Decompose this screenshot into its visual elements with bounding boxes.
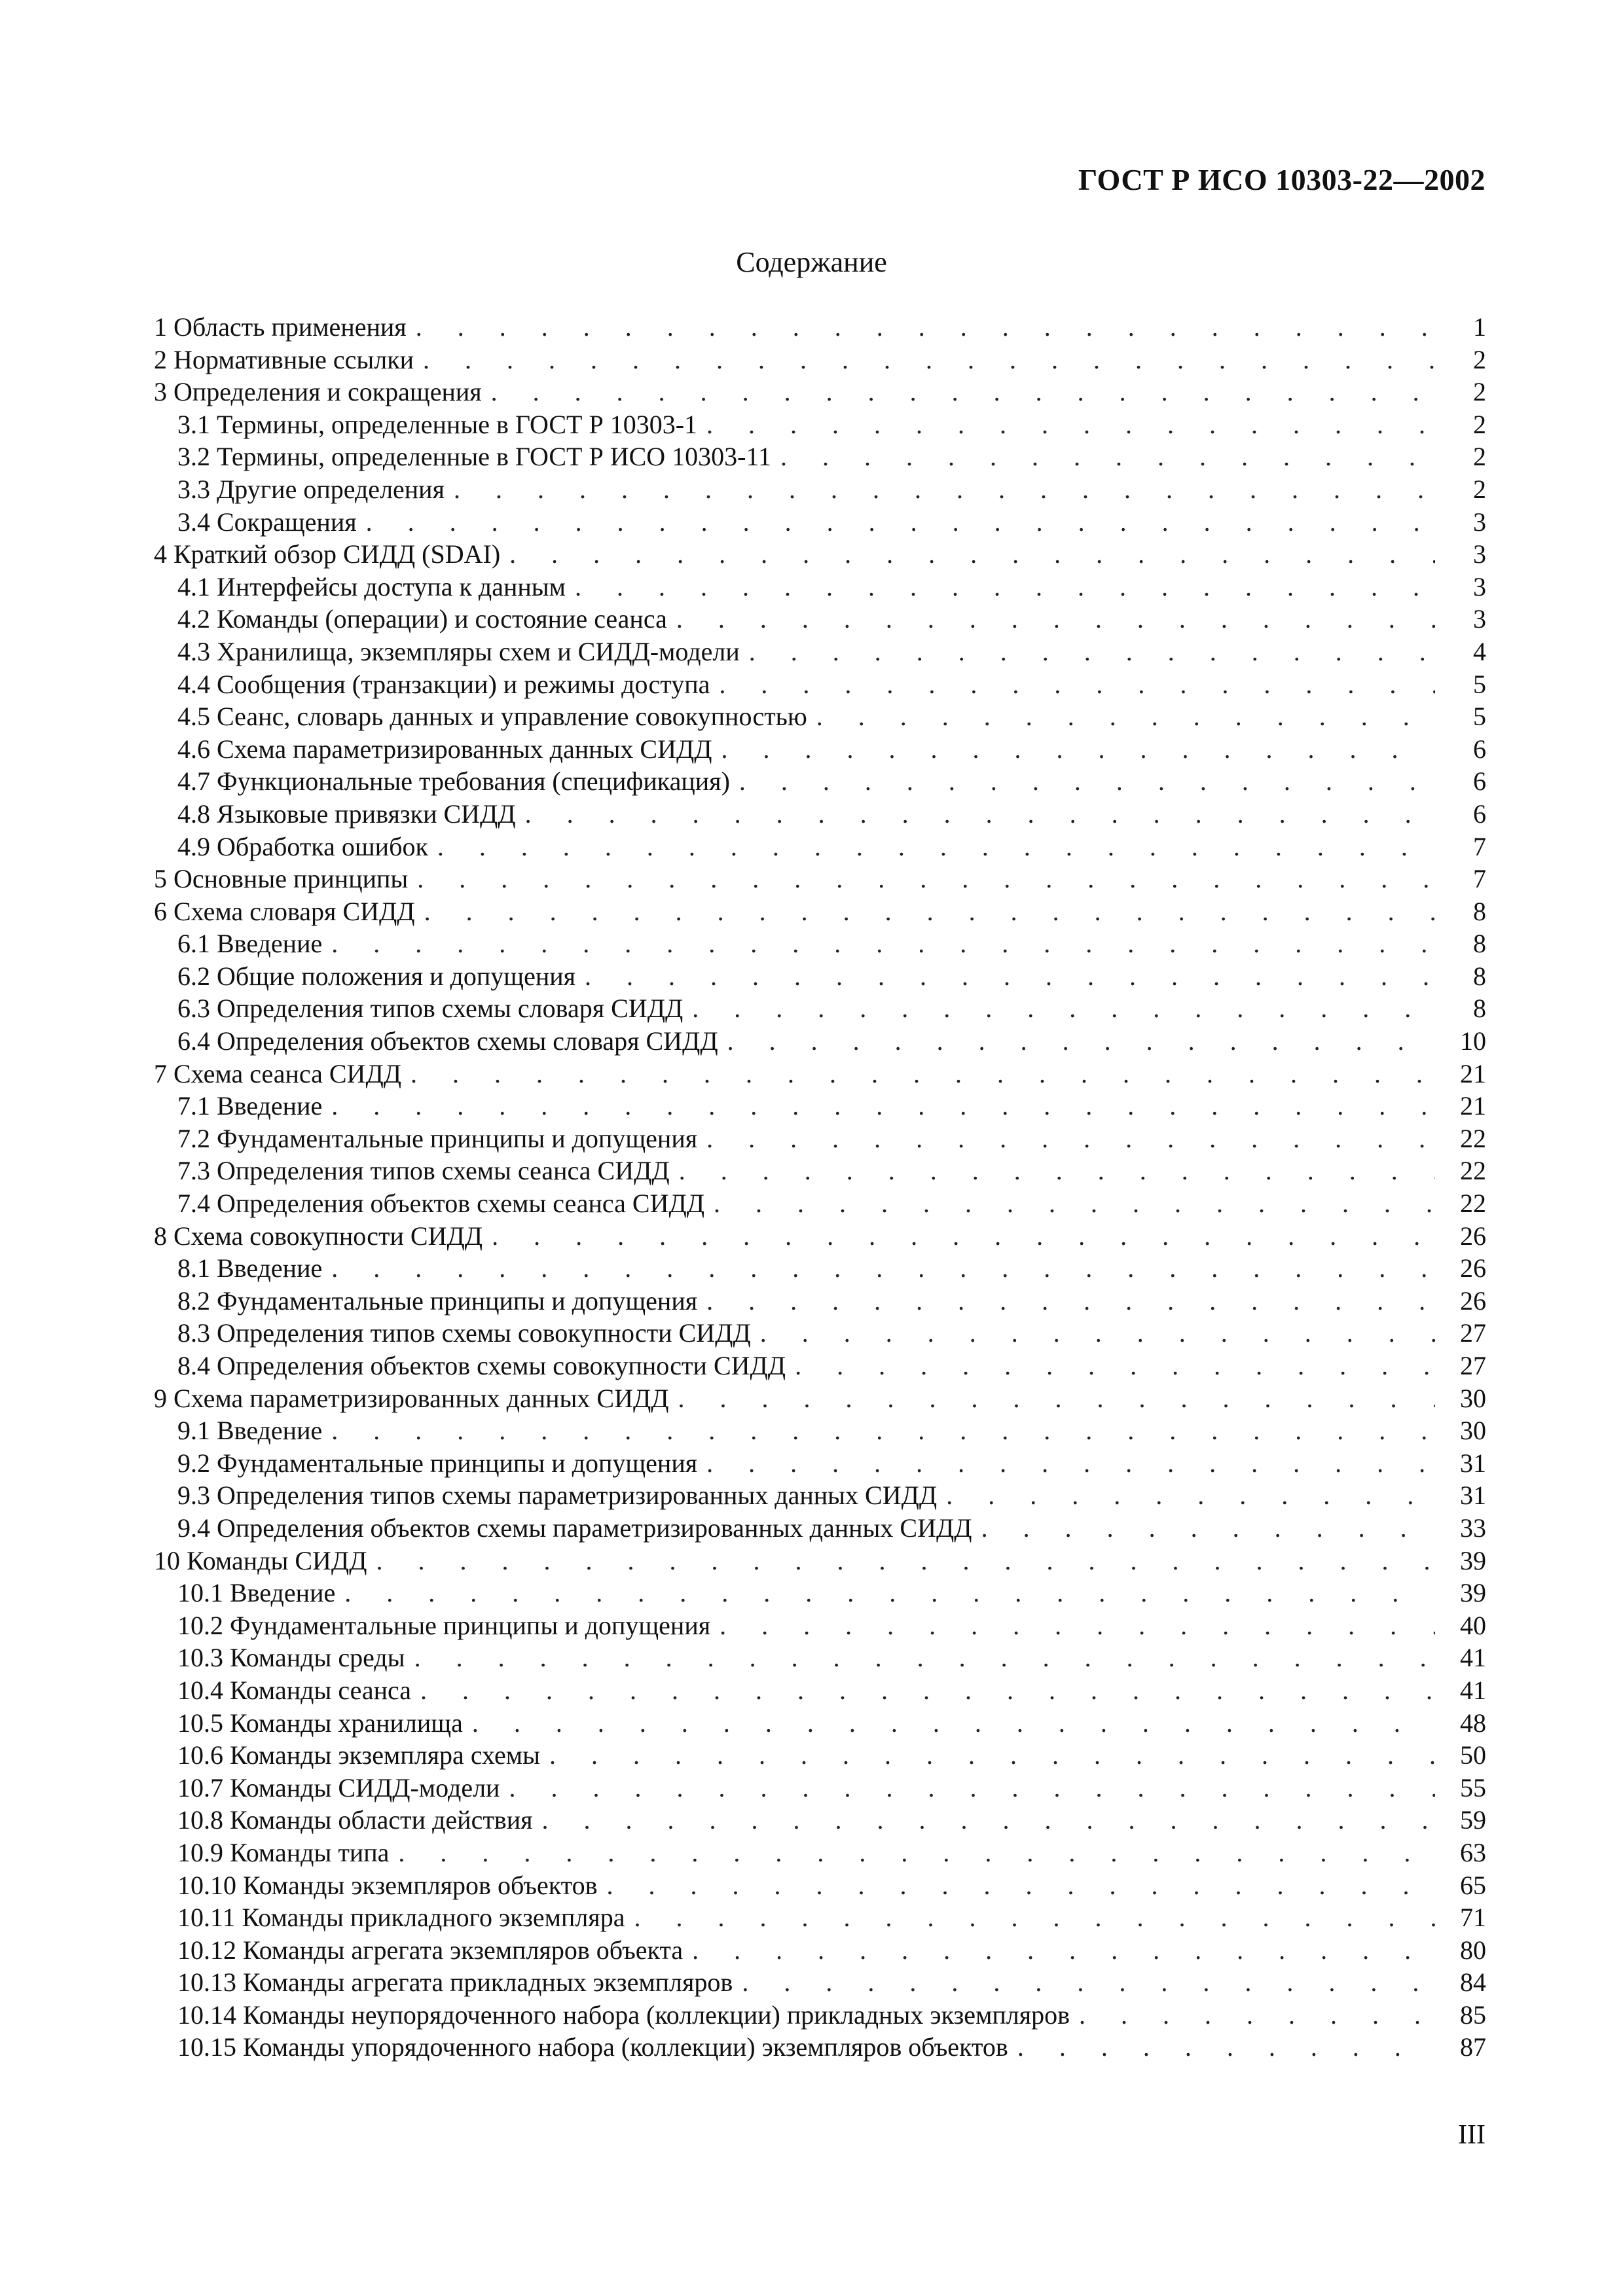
- toc-entry: [154, 538, 1486, 571]
- toc-entry-page: 2: [1473, 409, 1486, 439]
- toc-dot-leader: [454, 473, 1435, 506]
- toc-entry-page: 3: [1473, 604, 1486, 634]
- toc-entry-page: 55: [1460, 1772, 1486, 1803]
- toc-dot-leader: [472, 1707, 1435, 1740]
- toc-entry: [154, 311, 1486, 344]
- toc-entry-page: 6: [1473, 734, 1486, 764]
- toc-dot-leader: [946, 1479, 1435, 1512]
- toc-entry-label: 9.1 Введение: [177, 1416, 323, 1446]
- toc-entry-label: 7 Схема сеанса СИДД: [154, 1058, 402, 1088]
- toc-dot-leader: [344, 1577, 1435, 1609]
- toc-entry-label: 3 Определения и сокращения: [154, 377, 482, 407]
- toc-entry: [154, 1479, 1486, 1512]
- toc-entry: [154, 1641, 1486, 1674]
- toc-dot-leader: [424, 895, 1435, 928]
- toc-entry-label: 10.13 Команды агрегата прикладных экземпляров: [177, 1967, 733, 1998]
- toc-entry-label: 10.9 Команды типа: [177, 1837, 390, 1867]
- toc-entry-page: 30: [1460, 1416, 1486, 1446]
- toc-entry-page: 5: [1473, 669, 1486, 699]
- toc-entry-page: 10: [1460, 1026, 1486, 1056]
- toc-entry-label: 10.2 Фундаментальные принципы и допущения: [177, 1610, 711, 1640]
- toc-dot-leader: [491, 376, 1435, 408]
- toc-entry-label: 7.3 Определения типов схемы сеанса СИДД: [177, 1156, 670, 1186]
- toc-entry: [154, 1934, 1486, 1967]
- toc-dot-leader: [410, 1058, 1435, 1090]
- toc-entry: [154, 1252, 1486, 1285]
- toc-entry-label: 10.8 Команды области действия: [177, 1805, 533, 1835]
- toc-entry-page: 40: [1460, 1610, 1486, 1640]
- toc-entry-label: 6.1 Введение: [177, 929, 323, 959]
- toc-entry-label: 4.9 Обработка ошибок: [177, 831, 428, 861]
- toc-entry: [154, 636, 1486, 668]
- toc-entry: [154, 1772, 1486, 1804]
- toc-title: Содержание: [736, 246, 887, 278]
- toc-dot-leader: [331, 1252, 1435, 1285]
- toc-dot-leader: [742, 1966, 1435, 1999]
- toc-entry-page: 65: [1460, 1870, 1486, 1900]
- toc-entry: [154, 863, 1486, 895]
- toc-entry-label: 4.8 Языковые привязки СИДД: [177, 798, 516, 829]
- toc-entry-page: 26: [1460, 1253, 1486, 1283]
- toc-entry-page: 8: [1473, 994, 1486, 1024]
- toc-entry-label: 8.4 Определения объектов схемы совокупности СИДД: [177, 1351, 786, 1380]
- toc-dot-leader: [366, 506, 1435, 539]
- toc-entry: [154, 1837, 1486, 1869]
- toc-entry: [154, 1414, 1486, 1447]
- toc-entry-page: 7: [1473, 831, 1486, 861]
- toc-entry-page: 30: [1460, 1383, 1486, 1413]
- toc-dot-leader: [634, 1901, 1435, 1934]
- toc-entry-page: 87: [1460, 2032, 1486, 2062]
- toc-entry: [154, 1058, 1486, 1090]
- toc-entry-page: 8: [1473, 929, 1486, 959]
- toc-dot-leader: [1017, 2031, 1435, 2064]
- toc-entry-page: 41: [1460, 1675, 1486, 1705]
- toc-entry-page: 59: [1460, 1805, 1486, 1835]
- toc-dot-leader: [739, 765, 1435, 798]
- toc-entry-page: 84: [1460, 1967, 1486, 1998]
- toc-entry: [154, 1999, 1486, 2032]
- toc-entry: [154, 1122, 1486, 1155]
- toc-entry-page: 26: [1460, 1285, 1486, 1316]
- toc-entry-label: 4.5 Сеанс, словарь данных и управление совокупностью: [177, 702, 807, 732]
- toc-entry-label: 5 Основные принципы: [154, 864, 409, 894]
- toc-entry-label: 4.7 Функциональные требования (спецификация): [177, 766, 730, 797]
- toc-entry-page: 6: [1473, 766, 1486, 797]
- toc-entry-page: 2: [1473, 474, 1486, 504]
- toc-entry: [154, 1090, 1486, 1122]
- toc-dot-leader: [437, 831, 1435, 863]
- toc-dot-leader: [423, 344, 1435, 376]
- toc-entry: [154, 1901, 1486, 1934]
- toc-entry: [154, 927, 1486, 960]
- toc-entry-label: 3.1 Термины, определенные в ГОСТ Р 10303-1: [177, 409, 698, 439]
- toc-entry-label: 8.2 Фундаментальные принципы и допущения: [177, 1285, 698, 1316]
- toc-entry-label: 6.2 Общие положения и допущения: [177, 961, 576, 991]
- toc-entry-page: 63: [1460, 1837, 1486, 1867]
- toc-entry-page: 27: [1460, 1318, 1486, 1348]
- toc-entry: [154, 1317, 1486, 1350]
- toc-entry-label: 4.2 Команды (операции) и состояние сеанса: [177, 604, 667, 634]
- toc-dot-leader: [706, 408, 1435, 441]
- toc-dot-leader: [706, 1447, 1435, 1480]
- page-number: III: [1458, 2120, 1486, 2150]
- toc-dot-leader: [585, 960, 1435, 993]
- toc-entry: [154, 376, 1486, 408]
- toc-dot-leader: [492, 1220, 1435, 1253]
- toc-entry-label: 9.2 Фундаментальные принципы и допущения: [177, 1448, 698, 1478]
- toc-entry: [154, 506, 1486, 539]
- toc-entry-page: 5: [1473, 702, 1486, 732]
- toc-entry-label: 10.1 Введение: [177, 1578, 336, 1608]
- toc-entry-page: 3: [1473, 539, 1486, 569]
- toc-entry-page: 3: [1473, 571, 1486, 601]
- toc-entry-page: 80: [1460, 1935, 1486, 1965]
- toc-dot-leader: [1079, 1999, 1435, 2032]
- toc-entry-page: 22: [1460, 1156, 1486, 1186]
- toc-entry-label: 3.2 Термины, определенные в ГОСТ Р ИСО 10303-11: [177, 442, 771, 472]
- toc-dot-leader: [749, 636, 1435, 668]
- toc-entry: [154, 1609, 1486, 1642]
- toc-entry: [154, 1545, 1486, 1577]
- toc-dot-leader: [398, 1837, 1435, 1869]
- toc-entry-label: 10.15 Команды упорядоченного набора (коллекции) экземпляров объектов: [177, 2032, 1008, 2062]
- toc-entry-label: 10.10 Команды экземпляров объектов: [177, 1870, 598, 1900]
- toc-dot-leader: [795, 1350, 1435, 1382]
- toc-entry-label: 10 Команды СИДД: [154, 1545, 367, 1575]
- toc-dot-leader: [714, 1187, 1435, 1220]
- toc-entry: [154, 1155, 1486, 1187]
- table-of-contents: [154, 311, 1486, 2064]
- toc-dot-leader: [420, 1674, 1435, 1707]
- toc-entry: [154, 2031, 1486, 2064]
- toc-dot-leader: [692, 992, 1435, 1025]
- toc-entry-page: 22: [1460, 1189, 1486, 1219]
- toc-entry: [154, 1739, 1486, 1772]
- toc-entry-page: 31: [1460, 1480, 1486, 1511]
- toc-dot-leader: [706, 1285, 1435, 1318]
- toc-dot-leader: [780, 440, 1435, 473]
- toc-entry-label: 7.4 Определения объектов схемы сеанса СИДД: [177, 1189, 705, 1219]
- toc-entry-page: 85: [1460, 2000, 1486, 2030]
- toc-entry: [154, 1350, 1486, 1382]
- toc-entry-label: 10.4 Команды сеанса: [177, 1675, 411, 1705]
- toc-entry-label: 3.3 Другие определения: [177, 474, 445, 504]
- toc-dot-leader: [417, 863, 1435, 895]
- toc-entry: [154, 1577, 1486, 1609]
- toc-dot-leader: [509, 1772, 1435, 1804]
- toc-dot-leader: [376, 1545, 1436, 1577]
- toc-entry-page: 50: [1460, 1740, 1486, 1770]
- toc-dot-leader: [676, 603, 1435, 636]
- toc-entry-page: 2: [1473, 442, 1486, 472]
- toc-dot-leader: [720, 1609, 1435, 1642]
- toc-entry: [154, 1220, 1486, 1253]
- toc-entry-label: 8.1 Введение: [177, 1253, 323, 1283]
- toc-entry-page: 6: [1473, 798, 1486, 829]
- toc-entry: [154, 831, 1486, 863]
- toc-entry-page: 21: [1460, 1058, 1486, 1088]
- toc-entry-label: 6 Схема словаря СИДД: [154, 896, 415, 926]
- toc-entry-label: 7.1 Введение: [177, 1091, 323, 1121]
- toc-entry: [154, 344, 1486, 376]
- toc-entry-label: 4.6 Схема параметризированных данных СИДД: [177, 734, 712, 764]
- toc-dot-leader: [542, 1804, 1436, 1837]
- toc-dot-leader: [416, 311, 1435, 344]
- toc-entry-label: 10.7 Команды СИДД-модели: [177, 1772, 500, 1803]
- toc-entry-label: 4 Краткий обзор СИДД (SDAI): [154, 539, 501, 569]
- toc-dot-leader: [721, 733, 1435, 766]
- toc-entry: [154, 798, 1486, 831]
- toc-entry-label: 4.3 Хранилища, экземпляры схем и СИДД-модели: [177, 636, 740, 666]
- toc-entry: [154, 1707, 1486, 1740]
- toc-entry: [154, 440, 1486, 473]
- toc-entry-page: 1: [1473, 312, 1486, 342]
- toc-entry-page: 33: [1460, 1513, 1486, 1543]
- toc-dot-leader: [760, 1317, 1435, 1350]
- toc-entry-label: 7.2 Фундаментальные принципы и допущения: [177, 1123, 698, 1153]
- toc-entry: [154, 960, 1486, 993]
- toc-entry-page: 48: [1460, 1708, 1486, 1738]
- toc-entry: [154, 1804, 1486, 1837]
- toc-dot-leader: [549, 1739, 1435, 1772]
- toc-dot-leader: [606, 1869, 1435, 1902]
- toc-entry-label: 10.6 Команды экземпляра схемы: [177, 1740, 540, 1770]
- toc-dot-leader: [331, 1090, 1435, 1122]
- toc-entry: [154, 473, 1486, 506]
- toc-entry: [154, 603, 1486, 636]
- toc-entry-label: 9.3 Определения типов схемы параметризированных данных СИДД: [177, 1480, 938, 1511]
- toc-dot-leader: [727, 1025, 1435, 1058]
- toc-entry-label: 1 Область применения: [154, 312, 407, 342]
- toc-dot-leader: [816, 700, 1435, 733]
- toc-entry-page: 8: [1473, 961, 1486, 991]
- toc-entry: [154, 1512, 1486, 1545]
- toc-entry-label: 10.3 Команды среды: [177, 1643, 405, 1673]
- toc-entry: [154, 895, 1486, 928]
- toc-entry-label: 8.3 Определения типов схемы совокупности СИДД: [177, 1318, 751, 1348]
- toc-entry-page: 41: [1460, 1643, 1486, 1673]
- toc-entry: [154, 1966, 1486, 1999]
- toc-entry-page: 31: [1460, 1448, 1486, 1478]
- toc-entry: [154, 571, 1486, 603]
- toc-entry-page: 3: [1473, 507, 1486, 537]
- toc-entry-label: 10.11 Команды прикладного экземпляра: [177, 1903, 625, 1933]
- toc-entry-page: 2: [1473, 377, 1486, 407]
- toc-dot-leader: [509, 538, 1435, 571]
- toc-entry-page: 22: [1460, 1123, 1486, 1153]
- toc-dot-leader: [678, 1382, 1435, 1415]
- toc-entry: [154, 992, 1486, 1025]
- toc-entry: [154, 1187, 1486, 1220]
- toc-entry-label: 10.12 Команды агрегата экземпляров объекта: [177, 1935, 684, 1965]
- toc-dot-leader: [331, 927, 1435, 960]
- toc-dot-leader: [981, 1512, 1435, 1545]
- toc-dot-leader: [331, 1414, 1435, 1447]
- toc-dot-leader: [692, 1934, 1435, 1967]
- toc-entry: [154, 1025, 1486, 1058]
- toc-dot-leader: [525, 798, 1435, 831]
- toc-entry-label: 3.4 Сокращения: [177, 507, 357, 537]
- toc-entry-label: 9.4 Определения объектов схемы параметризированных данных СИДД: [177, 1513, 972, 1543]
- toc-entry-label: 2 Нормативные ссылки: [154, 344, 414, 374]
- toc-entry-page: 27: [1460, 1351, 1486, 1380]
- toc-entry: [154, 1285, 1486, 1318]
- toc-entry: [154, 1447, 1486, 1480]
- toc-entry-label: 4.1 Интерфейсы доступа к данным: [177, 571, 566, 601]
- toc-entry: [154, 408, 1486, 441]
- toc-dot-leader: [575, 571, 1435, 603]
- toc-entry: [154, 668, 1486, 701]
- toc-entry: [154, 733, 1486, 766]
- toc-entry: [154, 700, 1486, 733]
- toc-entry-label: 6.3 Определения типов схемы словаря СИДД: [177, 994, 684, 1024]
- toc-entry-label: 10.5 Команды хранилища: [177, 1708, 463, 1738]
- toc-entry: [154, 1674, 1486, 1707]
- toc-entry-label: 9 Схема параметризированных данных СИДД: [154, 1383, 669, 1413]
- toc-entry-page: 26: [1460, 1221, 1486, 1251]
- toc-entry-page: 21: [1460, 1091, 1486, 1121]
- toc-entry-label: 4.4 Сообщения (транзакции) и режимы доступа: [177, 669, 710, 699]
- toc-entry: [154, 765, 1486, 798]
- toc-entry-label: 8 Схема совокупности СИДД: [154, 1221, 483, 1251]
- toc-dot-leader: [679, 1155, 1435, 1187]
- toc-dot-leader: [719, 668, 1435, 701]
- toc-dot-leader: [414, 1641, 1435, 1674]
- toc-entry-label: 10.14 Команды неупорядоченного набора (коллекции) прикладных экземпляров: [177, 2000, 1070, 2030]
- toc-entry-page: 7: [1473, 864, 1486, 894]
- toc-dot-leader: [706, 1122, 1435, 1155]
- toc-entry-page: 8: [1473, 896, 1486, 926]
- document-standard-code: ГОСТ Р ИСО 10303-22—2002: [1078, 163, 1486, 196]
- toc-entry-label: 6.4 Определения объектов схемы словаря СИДД: [177, 1026, 718, 1056]
- toc-entry-page: 39: [1460, 1545, 1486, 1575]
- toc-entry-page: 2: [1473, 344, 1486, 374]
- toc-entry: [154, 1869, 1486, 1902]
- toc-entry-page: 71: [1460, 1903, 1486, 1933]
- toc-entry: [154, 1382, 1486, 1415]
- toc-entry-page: 39: [1460, 1578, 1486, 1608]
- toc-entry-page: 4: [1473, 636, 1486, 666]
